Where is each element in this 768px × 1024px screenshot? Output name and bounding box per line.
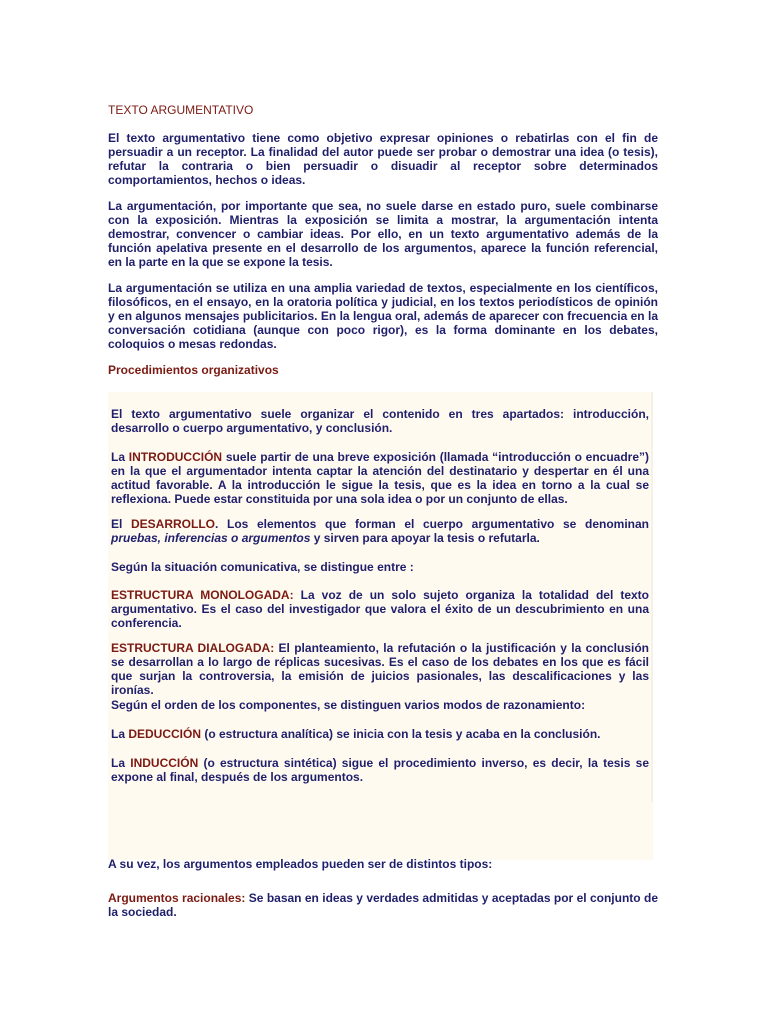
panel-paragraph-structure: El texto argumentativo suele organizar el contenido en tres apartados: introducción, desarrollo o cuerpo argumentativo, y conclusión. — [111, 407, 649, 435]
panel-paragraph-situacion: Según la situación comunicativa, se distingue entre : — [111, 560, 414, 574]
panel-edge-divider — [651, 392, 653, 802]
term-introduccion: INTRODUCCIÓN — [128, 450, 223, 464]
panel-paragraph-induccion — [111, 756, 649, 784]
panel-paragraph-introduccion — [111, 450, 649, 506]
term-induccion: INDUCCIÓN — [130, 756, 199, 770]
p2-rest: suele partir de una breve exposición (llamada “introducción o encuadre”) en la que el argumentador intenta captar la atención del destinatario y despertar en él una actitud favorable. A la introducción le sigue la tesis, que es la idea en torno a la cual se reflexiona. Puede estar constituida por una sola idea o por un conjunto de ellas. — [111, 450, 649, 506]
intro-paragraph-2: La argumentación, por importante que sea, no suele darse en estado puro, suele combinarse con la exposición. Mientras la exposición se limita a mostrar, la argumentación intenta demostrar, convencer o cambiar ideas. Por ello, en un texto argumentativo además de la función apelativa presente en el desarrollo de los argumentos, aparece la función referencial, en la parte en la que se expone la tesis. — [108, 199, 658, 269]
panel-paragraph-monologada — [111, 588, 649, 630]
term-desarrollo: DESARROLLO — [131, 517, 215, 531]
p3-italic: pruebas, inferencias o argumentos — [111, 531, 311, 545]
p6-rest: El planteamiento, la refutación o la justificación y la conclusión se desarrollan a lo largo de réplicas sucesivas. Es el caso de los debates en los que es fácil que surjan la controversia, la emisión de juicios pasionales, las descalificaciones y las ironías. — [111, 641, 649, 697]
term-deduccion: DEDUCCIÓN — [128, 727, 202, 741]
document-title: TEXTO ARGUMENTATIVO — [108, 103, 254, 117]
p3-mid: . Los elementos que forman el cuerpo argumentativo se denominan — [215, 517, 649, 531]
term-monologada: ESTRUCTURA MONOLOGADA: — [111, 588, 294, 602]
p8-rest: (o estructura analítica) se inicia con la tesis y acaba en la conclusión. — [201, 727, 601, 741]
rational-arguments-paragraph — [108, 891, 658, 919]
p3-prefix: El — [111, 517, 131, 531]
term-dialogada: ESTRUCTURA DIALOGADA: — [111, 641, 275, 655]
panel-paragraph-orden: Según el orden de los componentes, se distinguen varios modos de razonamiento: — [111, 698, 586, 712]
section-heading: Procedimientos organizativos — [108, 363, 279, 377]
p5-rest: La voz de un solo sujeto organiza la totalidad del texto argumentativo. Es el caso del investigador que valora el éxito de un descubrimiento en una conferencia. — [111, 588, 649, 630]
intro-paragraph-3: La argumentación se utiliza en una amplia variedad de textos, especialmente en los científicos, filosóficos, en el ensayo, en la oratoria política y judicial, en los textos periodísticos de opinión y en algunos mensajes publicitarios. En la lengua oral, además de aparecer con frecuencia en la conversación cotidiana (aunque con poco rigor), es la forma dominante en los debates, coloquios o mesas redondas. — [108, 281, 658, 351]
panel-paragraph-deduccion — [111, 727, 649, 741]
term-argumentos-racionales: Argumentos racionales: — [108, 891, 246, 905]
panel-paragraph-dialogada — [111, 641, 649, 697]
after-panel-paragraph: A su vez, los argumentos empleados pueden ser de distintos tipos: — [108, 857, 493, 871]
p9-rest: (o estructura sintética) sigue el procedimiento inverso, es decir, la tesis se expone al final, después de los argumentos. — [111, 756, 650, 784]
p9-prefix: La — [111, 756, 131, 770]
p8-prefix: La — [111, 727, 129, 741]
p2-prefix: La — [111, 450, 129, 464]
panel-paragraph-desarrollo — [111, 517, 649, 545]
rational-rest: Se basan en ideas y verdades admitidas y aceptadas por el conjunto de la sociedad. — [108, 891, 658, 919]
intro-paragraph-1: El texto argumentativo tiene como objetivo expresar opiniones o rebatirlas con el fin de persuadir a un receptor. La finalidad del autor puede ser probar o demostrar una idea (o tesis), refutar la contraria o bien persuadir o disuadir al receptor sobre determinados comportamientos, hechos o ideas. — [108, 131, 658, 187]
p3-rest: y sirven para apoyar la tesis o refutarla. — [310, 531, 540, 545]
